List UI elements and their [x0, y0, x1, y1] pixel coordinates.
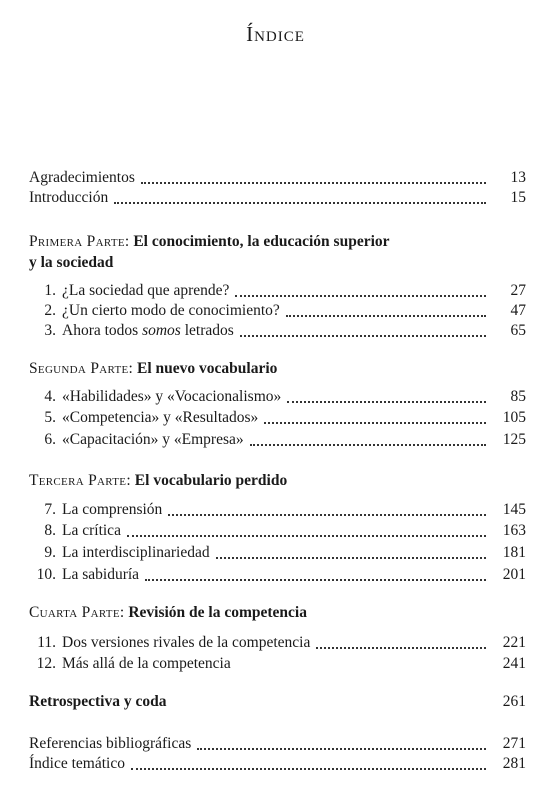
toc-entry-chapter-12[interactable]: [29, 654, 526, 674]
label-emphasis: somos: [142, 322, 181, 339]
entry-page: 27: [510, 282, 526, 299]
part-title: El nuevo vocabulario: [137, 360, 278, 377]
part-name: Tercera Parte:: [29, 472, 131, 489]
entry-page: 163: [502, 522, 526, 539]
entry-page: 221: [502, 634, 526, 651]
toc-entry-chapter-7[interactable]: [29, 500, 526, 520]
entry-page: 105: [502, 409, 526, 426]
entry-label: Referencias bibliográficas: [29, 735, 192, 752]
chapter-number: 3.: [44, 322, 56, 339]
chapter-number: 1.: [44, 282, 56, 299]
entry-page: 281: [502, 755, 526, 772]
chapter-number: 6.: [44, 431, 56, 448]
dot-leader: [145, 578, 486, 581]
entry-page: 241: [502, 655, 526, 672]
entry-label: La sabiduría: [62, 566, 140, 583]
entry-label: Más allá de la competencia: [62, 655, 231, 672]
chapter-number: 10.: [36, 566, 56, 583]
toc-entry-chapter-11[interactable]: [29, 633, 526, 653]
dot-leader: [235, 294, 486, 297]
entry-label: La comprensión: [62, 501, 163, 518]
page-title: Índice: [246, 22, 305, 46]
toc-entry-indice-tematico[interactable]: [29, 754, 526, 774]
label-part: Ahora todos: [62, 322, 143, 339]
part-heading-2: [29, 358, 526, 379]
entry-page: 47: [510, 302, 526, 319]
dot-leader: [141, 181, 486, 184]
entry-label: «Competencia» y «Resultados»: [62, 409, 259, 426]
dot-leader: [127, 534, 486, 537]
entry-page: 271: [502, 735, 526, 752]
entry-label: La interdisciplinariedad: [62, 544, 210, 561]
entry-page: 145: [502, 501, 526, 518]
toc-entry-referencias[interactable]: [29, 734, 526, 754]
chapter-number: 9.: [44, 544, 56, 561]
entry-page: 125: [502, 431, 526, 448]
dot-leader: [316, 646, 486, 649]
chapter-number: 4.: [44, 388, 56, 405]
toc-entry-chapter-4[interactable]: [29, 387, 526, 407]
toc-entry-chapter-8[interactable]: [29, 521, 526, 541]
dot-leader: [131, 767, 486, 770]
entry-label: Introducción: [29, 189, 109, 206]
part-title: El vocabulario perdido: [134, 472, 288, 489]
entry-label: «Capacitación» y «Empresa»: [62, 431, 244, 448]
dot-leader: [197, 747, 486, 750]
part-title: Revisión de la competencia: [128, 604, 307, 621]
toc-entry-chapter-2[interactable]: [29, 301, 526, 321]
toc-entry-chapter-6[interactable]: [29, 430, 526, 450]
entry-label: «Habilidades» y «Vocacionalismo»: [62, 388, 282, 405]
dot-leader: [264, 421, 486, 424]
entry-page: 15: [510, 189, 526, 206]
dot-leader: [286, 314, 486, 317]
chapter-number: 5.: [44, 409, 56, 426]
dot-leader: [114, 201, 486, 204]
part-heading-3: [29, 470, 526, 491]
chapter-number: 2.: [44, 302, 56, 319]
dot-leader: [168, 513, 486, 516]
chapter-number: 12.: [36, 655, 56, 672]
toc-entry-chapter-3[interactable]: [29, 321, 526, 341]
toc-entry-coda[interactable]: [29, 692, 526, 712]
part-heading-1: [29, 231, 526, 252]
part-title: El conocimiento, la educación superior: [133, 233, 390, 250]
entry-page: 201: [502, 566, 526, 583]
entry-page: 65: [510, 322, 526, 339]
toc-entry-chapter-10[interactable]: [29, 565, 526, 585]
part-name: Segunda Parte:: [29, 360, 134, 377]
dot-leader: [287, 400, 486, 403]
entry-page: 261: [502, 693, 526, 710]
toc-entry-chapter-9[interactable]: [29, 543, 526, 563]
entry-label: Retrospectiva y coda: [29, 693, 167, 710]
entry-label: Agradecimientos: [29, 169, 135, 186]
entry-label: ¿La sociedad que aprende?: [62, 282, 230, 299]
toc-entry-chapter-1[interactable]: [29, 281, 526, 301]
toc-entry-chapter-5[interactable]: [29, 408, 526, 428]
chapter-number: 11.: [37, 634, 56, 651]
dot-leader: [250, 443, 486, 446]
entry-page: 85: [510, 388, 526, 405]
dot-leader: [240, 334, 486, 337]
chapter-number: 7.: [44, 501, 56, 518]
toc-entry-agradecimientos[interactable]: [29, 168, 526, 188]
entry-page: 181: [502, 544, 526, 561]
part-heading-4: [29, 602, 526, 623]
entry-label: [62, 321, 234, 341]
chapter-number: 8.: [44, 522, 56, 539]
part-name: Cuarta Parte:: [29, 604, 125, 621]
entry-label: Dos versiones rivales de la competencia: [62, 634, 311, 651]
entry-page: 13: [510, 169, 526, 186]
entry-label: La crítica: [62, 522, 121, 539]
toc-entry-introduccion[interactable]: [29, 188, 526, 208]
label-part: letrados: [180, 322, 234, 339]
dot-leader: [216, 556, 486, 559]
part-heading-1-line2: y la sociedad: [29, 254, 114, 271]
entry-label: ¿Un cierto modo de conocimiento?: [62, 302, 280, 319]
entry-label: Índice temático: [29, 755, 125, 772]
part-name: Primera Parte:: [29, 233, 130, 250]
